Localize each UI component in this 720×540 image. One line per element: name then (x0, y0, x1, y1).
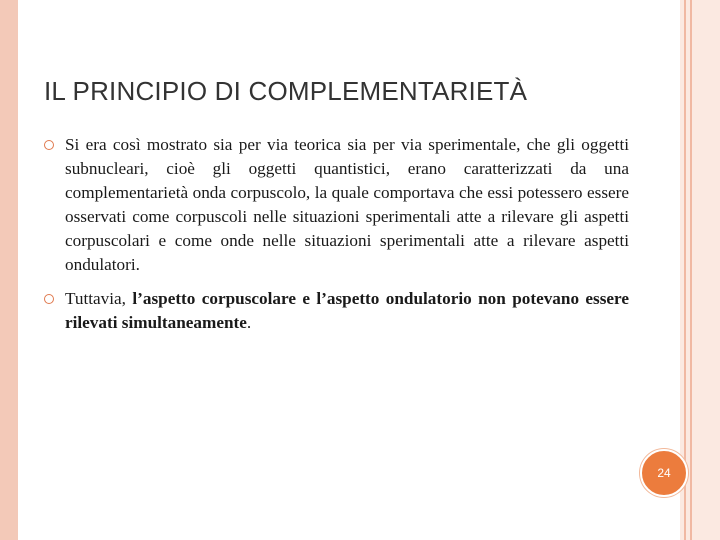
circle-bullet-icon (44, 294, 54, 304)
bullet-item (44, 133, 629, 277)
bullet-tail-text: . (246, 313, 252, 332)
page-number: 24 (657, 466, 671, 480)
slide-title: IL PRINCIPIO DI COMPLEMENTARIETÀ (44, 76, 528, 106)
slide-right-line (684, 0, 686, 540)
bullet-list (44, 133, 629, 335)
page-number-badge (640, 449, 688, 497)
bullet-text: Si era così mostrato sia per via teorica sia per via sperimentale, che gli oggetti subnucleari, cioè gli oggetti quantistici, erano caratterizzati da una complementarietà onda corpuscolo, la quale comportava che essi potessero essere osservati come corpuscoli nelle situazioni sperimentali atte a rilevare gli aspetti corpuscolari e come onde nelle situazioni sperimentali atte a rilevare aspetti ondulatori. (65, 135, 629, 274)
slide-right-line (690, 0, 692, 540)
slide-right-band (680, 0, 720, 540)
bullet-item (44, 287, 629, 335)
circle-bullet-icon (44, 140, 54, 150)
bullet-lead-text: Tuttavia, (65, 289, 133, 308)
bullet-bold-text: l’aspetto corpuscolare e l’aspetto ondulatorio non potevano essere rilevati simultaneamente (65, 289, 630, 332)
